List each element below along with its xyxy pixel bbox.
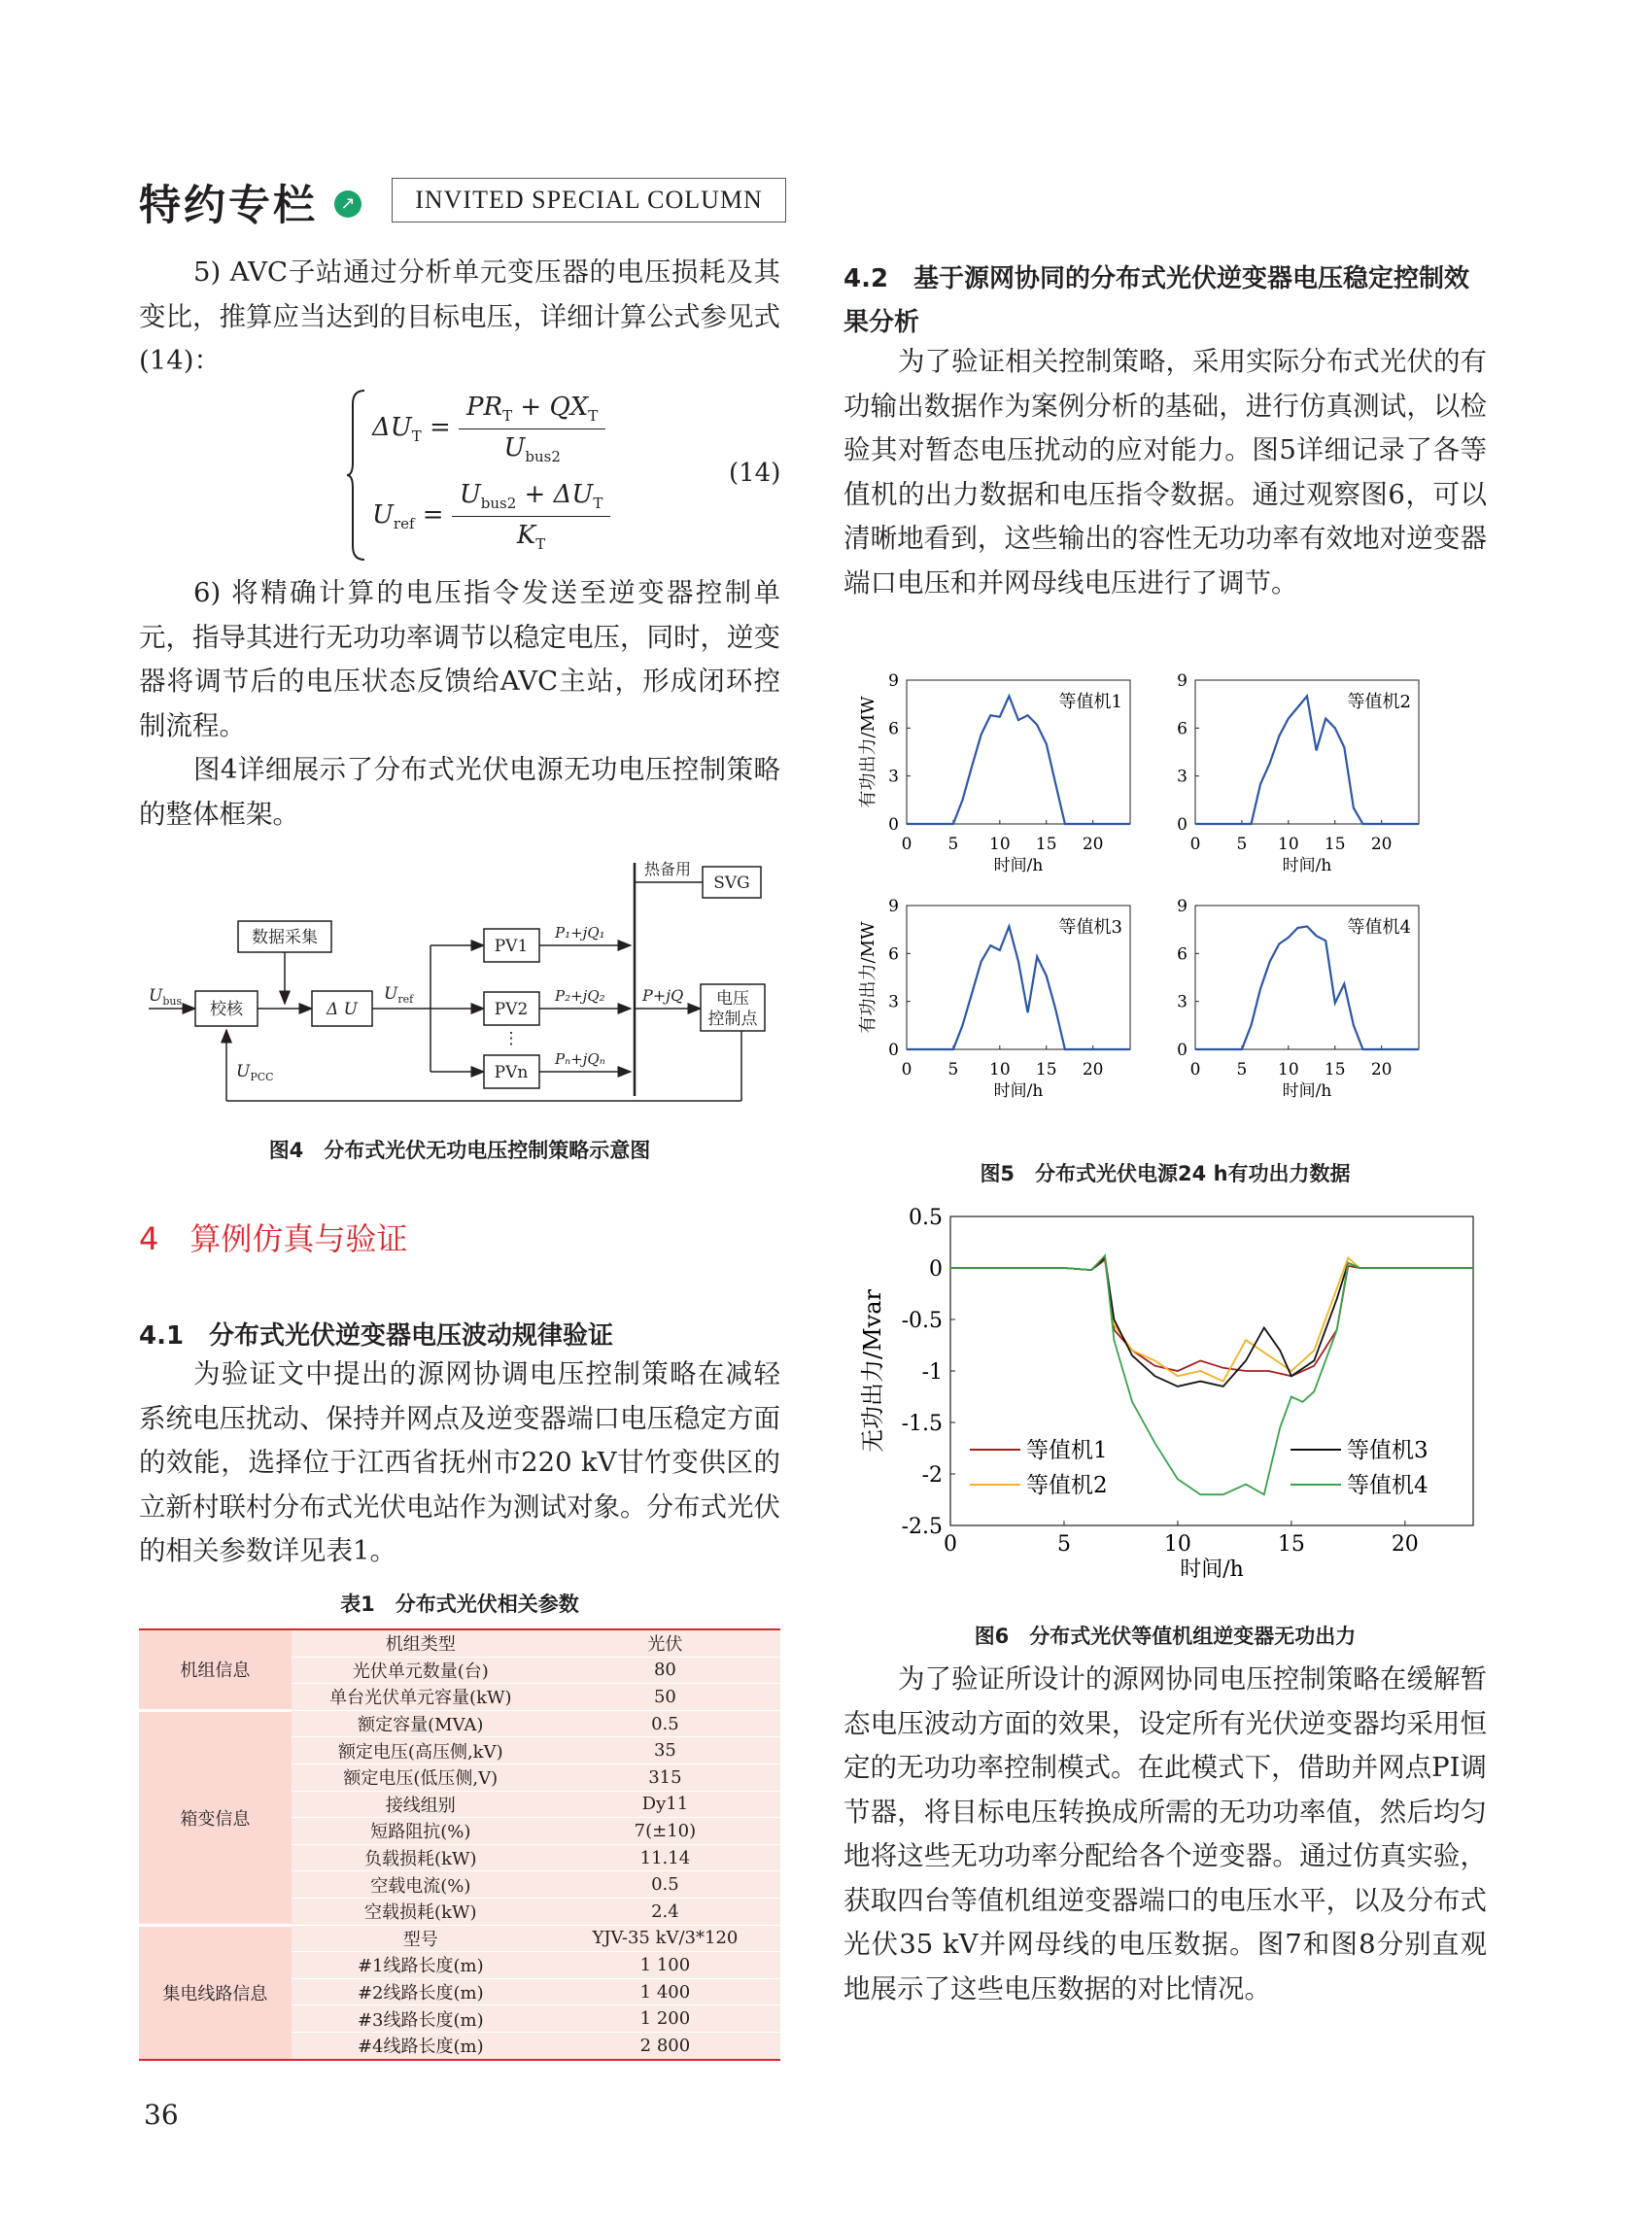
fig5-panel-2 — [1177, 671, 1419, 875]
fig6-caption: 图6 分布式光伏等值机组逆变器无功出力 — [974, 1625, 1357, 1648]
table-param-cell: #2线路长度(m) — [292, 1978, 550, 2005]
page-number: 36 — [144, 2099, 179, 2131]
fig6-chart — [843, 1205, 1487, 1593]
paragraph-step5: 5) AVC子站通过分析单元变压器的电压损耗及其变比，推算应当达到的目标电压，详细计算公式参见式(14)： — [139, 257, 780, 376]
legend-entry — [970, 1438, 1108, 1463]
y-tick-label: 6 — [1177, 719, 1187, 739]
y-axis-label: 有功出力/MW — [858, 921, 878, 1034]
table-group-cell: 集电线路信息 — [139, 1925, 292, 2059]
x-tick-label: 15 — [1324, 835, 1346, 854]
table-value-cell: 1 400 — [550, 1978, 780, 2005]
fig4-caption: 图4 分布式光伏无功电压控制策略示意图 — [268, 1139, 651, 1162]
table-param-cell: 额定电压(低压侧,V) — [292, 1764, 550, 1791]
x-tick-label: 5 — [1236, 835, 1248, 854]
y-tick-label: 6 — [888, 944, 899, 965]
data-collect-label: 数据采集 — [252, 928, 318, 947]
table-param-cell: 短路阻抗(%) — [292, 1818, 550, 1845]
legend-label: 等值机2 — [1026, 1473, 1108, 1498]
section-4-1-heading: 4.1 分布式光伏逆变器电压波动规律验证 — [139, 1321, 614, 1351]
voltage-label: 电压 — [716, 989, 749, 1009]
x-tick-label: 5 — [947, 835, 959, 854]
fig5-panel-3 — [858, 897, 1130, 1101]
section-4-2-heading: 4.2 基于源网协同的分布式光伏逆变器电压稳定控制效果分析 — [843, 264, 1470, 337]
y-axis-label: 有功出力/MW — [858, 696, 878, 808]
x-tick-label: 20 — [1370, 835, 1393, 854]
table-param-cell: #4线路长度(m) — [292, 2032, 550, 2059]
table-value-cell: 0.5 — [550, 1710, 780, 1737]
table-param-cell: 额定电压(高压侧,kV) — [292, 1737, 550, 1764]
x-tick-label: 10 — [989, 835, 1011, 854]
x-tick-label: 15 — [1035, 835, 1057, 854]
svg-device-label: SVG — [713, 873, 750, 893]
parameter-table — [139, 1628, 780, 2061]
table-param-cell: 光伏单元数量(台) — [292, 1657, 550, 1684]
y-tick-label: 6 — [1177, 944, 1187, 965]
arrow-circle-icon: ↗ — [334, 190, 361, 218]
series-line — [950, 1257, 1473, 1381]
pv1-label: PV1 — [494, 937, 529, 956]
paragraph-fig4-intro: 图4详细展示了分布式光伏电源无功电压控制策略的整体框架。 — [139, 754, 780, 830]
table-value-cell: YJV-35 kV/3*120 — [550, 1925, 780, 1952]
y-tick-label: 9 — [888, 671, 899, 691]
x-tick-label: 10 — [1278, 1060, 1299, 1079]
hot-standby-label: 热备用 — [644, 860, 692, 878]
x-tick-label: 5 — [1056, 1532, 1071, 1557]
y-tick-label: 0 — [929, 1257, 943, 1282]
x-tick-label: 0 — [901, 835, 912, 854]
x-tick-label: 20 — [1082, 835, 1104, 854]
table-param-cell: 空载电流(%) — [292, 1871, 550, 1899]
y-tick-label: 9 — [888, 897, 899, 916]
check-label: 校核 — [210, 1000, 243, 1019]
x-axis-label: 时间/h — [1180, 1558, 1244, 1582]
series-line — [907, 926, 1130, 1049]
x-tick-label: 20 — [1082, 1060, 1104, 1079]
table-param-cell: #3线路长度(m) — [292, 2005, 550, 2033]
table-param-cell: 负载损耗(kW) — [292, 1844, 550, 1871]
series-line — [1195, 696, 1419, 824]
y-tick-label: 3 — [888, 992, 899, 1012]
y-tick-label: 0 — [888, 1041, 899, 1060]
x-tick-label: 5 — [947, 1060, 959, 1079]
table-value-cell: 315 — [550, 1764, 780, 1791]
pv2-power-label: P₂+jQ₂ — [555, 987, 605, 1005]
delta-u-label: Δ U — [326, 1000, 359, 1019]
section-4-heading: 4 算例仿真与验证 — [139, 1220, 408, 1257]
equation-line-2: $U_{ref}$ = $\frac{U_{bus2} + \Delta U_T}{K_T}$ — [372, 480, 610, 553]
x-tick-label: 0 — [901, 1060, 912, 1079]
y-tick-label: 3 — [1177, 767, 1187, 787]
table-param-cell: 型号 — [292, 1925, 550, 1952]
y-tick-label: -1.5 — [901, 1412, 943, 1436]
table-param-cell: 机组类型 — [292, 1629, 550, 1657]
table1-caption: 表1 分布式光伏相关参数 — [340, 1592, 579, 1616]
x-tick-label: 20 — [1391, 1532, 1419, 1557]
fig4-uref-label: $U_{ref}$ — [384, 984, 414, 1006]
table-value-cell: 80 — [550, 1657, 780, 1684]
table-param-cell: 空载损耗(kW) — [292, 1898, 550, 1925]
y-tick-label: 0 — [888, 815, 899, 835]
x-axis-label: 时间/h — [993, 856, 1044, 875]
fig5-caption: 图5 分布式光伏电源24 h有功出力数据 — [980, 1162, 1351, 1185]
x-tick-label: 0 — [1189, 835, 1201, 854]
table-value-cell: 0.5 — [550, 1871, 780, 1899]
table-row — [139, 1629, 780, 1657]
y-tick-label: -1 — [921, 1360, 943, 1385]
y-tick-label: 6 — [888, 719, 899, 739]
pv2-label: PV2 — [494, 1000, 529, 1019]
column-name-box: INVITED SPECIAL COLUMN — [392, 178, 786, 223]
table-group-cell: 箱变信息 — [139, 1710, 292, 1925]
pvn-power-label: Pₙ+jQₙ — [555, 1050, 605, 1068]
legend-label: 等值机1 — [1026, 1438, 1108, 1463]
paragraph-final: 为了验证所设计的源网协同电压控制策略在缓解暂态电压波动方面的效果，设定所有光伏逆变器均采用恒定的无功功率控制模式。在此模式下，借助并网点PI调节器，将目标电压转换成所需的无功功率值，然后均匀地将这些无功功率分配给各个逆变器。通过仿真实验，获取四台等值机组逆变器端口的电压水平，以及分布式光伏35 kV并网母线的电压数据。图7和图8分别直观地展示了这些电压数据的对比情况。 — [843, 1663, 1487, 2004]
table-row — [139, 1710, 780, 1737]
y-tick-label: 3 — [1177, 992, 1187, 1012]
table-param-cell: 额定容量(MVA) — [292, 1710, 550, 1737]
table-value-cell: 50 — [550, 1684, 780, 1711]
y-tick-label: 0 — [1177, 1041, 1187, 1060]
control-point-label: 控制点 — [707, 1010, 758, 1029]
table-param-cell: #1线路长度(m) — [292, 1952, 550, 1979]
equation-number: (14) — [729, 459, 781, 488]
table-value-cell: 1 200 — [550, 2005, 780, 2033]
series-label: 等值机3 — [1058, 917, 1122, 938]
y-tick-label: 9 — [1177, 671, 1187, 691]
equation-line-1: $\Delta U_T$ = $\frac{PR_T + QX_T}{U_{bus2}}$ — [372, 393, 605, 465]
y-tick-label: 0 — [1177, 815, 1187, 835]
fig6-plot — [859, 1206, 1473, 1582]
x-axis-label: 时间/h — [1282, 1081, 1332, 1101]
table-value-cell: 光伏 — [550, 1629, 780, 1657]
x-axis-label: 时间/h — [993, 1081, 1044, 1101]
table-value-cell: 2.4 — [550, 1898, 780, 1925]
y-axis-label: 无功出力/Mvar — [859, 1289, 886, 1453]
x-tick-label: 20 — [1370, 1060, 1393, 1079]
series-line — [1195, 926, 1419, 1049]
equation-brace — [345, 389, 368, 562]
x-tick-label: 15 — [1277, 1532, 1305, 1557]
series-line — [950, 1257, 1473, 1387]
table-value-cell: 7(±10) — [550, 1818, 780, 1845]
table-value-cell: 2 800 — [550, 2032, 780, 2059]
y-tick-label: -2 — [921, 1463, 943, 1488]
legend-entry — [970, 1473, 1108, 1498]
x-tick-label: 10 — [989, 1060, 1011, 1079]
legend-entry — [1291, 1473, 1428, 1498]
series-label: 等值机2 — [1347, 692, 1411, 712]
fig4-diagram — [139, 853, 780, 1117]
y-tick-label: -0.5 — [901, 1309, 943, 1333]
fig5-chart-grid — [843, 670, 1487, 1147]
pv1-power-label: P₁+jQ₁ — [555, 924, 605, 942]
paragraph-step6: 6) 将精确计算的电压指令发送至逆变器控制单元，指导其进行无功功率调节以稳定电压，同时，逆变器将调节后的电压状态反馈给AVC主站，形成闭环控制流程。 图4详细展示了分布式光伏电源无功电压控制策略的整体框架。 — [139, 571, 780, 837]
fig5-panel-1 — [858, 671, 1130, 875]
table-value-cell: 11.14 — [550, 1844, 780, 1871]
fig4-ubus-label: $U_{bus}$ — [149, 986, 183, 1008]
legend-entry — [1291, 1438, 1428, 1463]
x-tick-label: 10 — [1163, 1532, 1191, 1557]
x-tick-label: 5 — [1236, 1060, 1248, 1079]
paragraph-4-1: 为验证文中提出的源网协调电压控制策略在减轻系统电压扰动、保持并网点及逆变器端口电压稳定方面的效能，选择位于江西省抚州市220 kV甘竹变供区的立新村联村分布式光伏电站作为测试对象。分布式光伏的相关参数详见表1。 — [139, 1358, 780, 1566]
x-tick-label: 15 — [1324, 1060, 1346, 1079]
y-tick-label: 0.5 — [909, 1206, 943, 1230]
series-line — [950, 1260, 1473, 1377]
x-axis-label: 时间/h — [1282, 856, 1332, 875]
pvn-label: PVn — [494, 1063, 529, 1082]
legend-label: 等值机4 — [1347, 1473, 1428, 1498]
table-param-cell: 单台光伏单元容量(kW) — [292, 1684, 550, 1711]
table-group-cell: 机组信息 — [139, 1629, 292, 1710]
table1 — [139, 1628, 780, 2061]
total-power-label: P+jQ — [642, 986, 684, 1005]
fig4-upcc-label: $U_{PCC}$ — [236, 1062, 274, 1083]
legend-label: 等值机3 — [1347, 1438, 1428, 1463]
x-tick-label: 10 — [1278, 835, 1299, 854]
table-value-cell: 1 100 — [550, 1952, 780, 1979]
series-label: 等值机4 — [1347, 917, 1411, 938]
x-tick-label: 15 — [1035, 1060, 1057, 1079]
x-tick-label: 0 — [1189, 1060, 1201, 1079]
pv-ellipsis: ⋮ — [502, 1029, 520, 1048]
table-row — [139, 1925, 780, 1952]
paragraph-4-2: 为了验证相关控制策略，采用实际分布式光伏的有功输出数据作为案例分析的基础，进行仿真测试，以检验其对暂态电压扰动的应对能力。图5详细记录了各等值机的出力数据和电压指令数据。通过观察图6，可以清晰地看到，这些输出的容性无功功率有效地对逆变器端口电压和并网母线电压进行了调节。 — [843, 346, 1487, 599]
series-label: 等值机1 — [1058, 692, 1122, 712]
y-tick-label: -2.5 — [901, 1515, 943, 1539]
table-value-cell: 35 — [550, 1737, 780, 1764]
x-tick-label: 0 — [944, 1532, 957, 1557]
table-value-cell: Dy11 — [550, 1791, 780, 1818]
table-param-cell: 接线组别 — [292, 1791, 550, 1818]
series-line — [907, 696, 1130, 824]
y-tick-label: 3 — [888, 767, 899, 787]
equation-14 — [345, 389, 782, 564]
y-tick-label: 9 — [1177, 897, 1187, 916]
fig5-panel-4 — [1177, 897, 1419, 1101]
column-title: 特约专栏 — [139, 182, 318, 230]
